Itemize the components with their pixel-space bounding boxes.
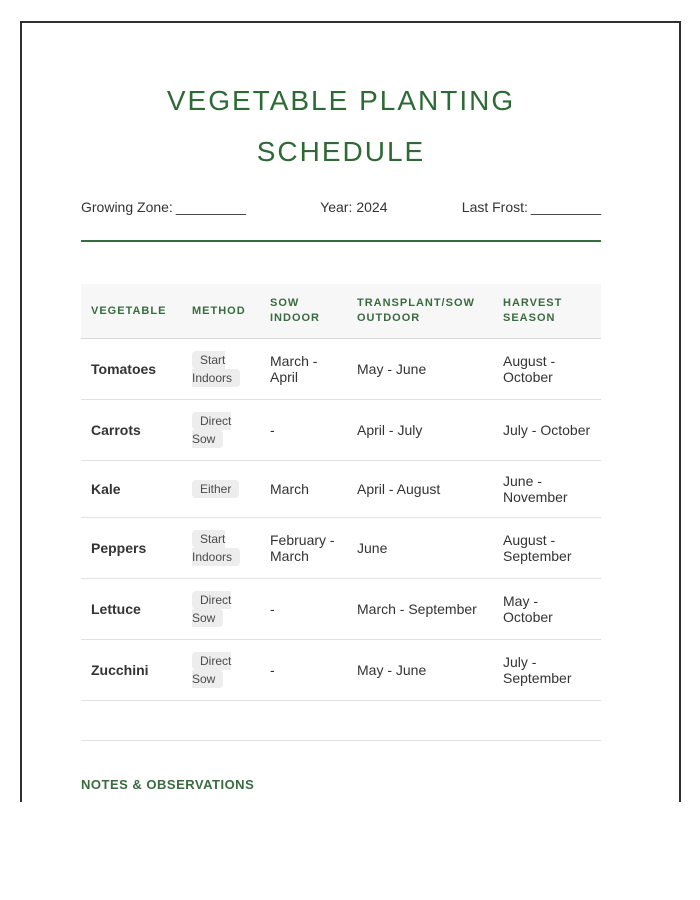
last-frost-label: Last Frost: bbox=[461, 199, 528, 215]
sow-indoor-cell: - bbox=[260, 400, 347, 461]
table-header-row bbox=[81, 284, 601, 339]
table-row bbox=[81, 339, 601, 400]
field-year bbox=[320, 199, 387, 215]
table-row bbox=[81, 461, 601, 518]
notes-heading: NOTES & OBSERVATIONS bbox=[81, 777, 255, 792]
method-badge: Direct Sow bbox=[192, 654, 232, 686]
vegetable-name: Peppers bbox=[81, 518, 182, 579]
page-title: VEGETABLE PLANTING SCHEDULE bbox=[166, 85, 516, 167]
table-row bbox=[81, 518, 601, 579]
planting-schedule-table bbox=[81, 284, 601, 741]
document-page bbox=[20, 21, 681, 802]
vegetable-name: Zucchini bbox=[81, 640, 182, 701]
harvest-cell: August - October bbox=[493, 339, 601, 400]
vegetable-name: Kale bbox=[81, 461, 182, 518]
green-divider bbox=[81, 240, 601, 242]
col-header-method: METHOD bbox=[182, 284, 260, 339]
transplant-outdoor-cell: March - September bbox=[347, 579, 493, 640]
harvest-cell: August - September bbox=[493, 518, 601, 579]
method-cell bbox=[182, 579, 260, 640]
last-frost-blank: _________ bbox=[530, 199, 601, 215]
field-last-frost bbox=[462, 199, 601, 215]
method-cell bbox=[182, 518, 260, 579]
table-empty-row bbox=[81, 701, 601, 741]
vegetable-name: Lettuce bbox=[81, 579, 182, 640]
harvest-cell: June - November bbox=[493, 461, 601, 518]
transplant-outdoor-cell: May - June bbox=[347, 640, 493, 701]
vegetable-name: Tomatoes bbox=[81, 339, 182, 400]
method-badge: Direct Sow bbox=[192, 593, 232, 625]
year-value: 2024 bbox=[356, 199, 388, 215]
sow-indoor-cell: - bbox=[260, 579, 347, 640]
method-cell bbox=[182, 400, 260, 461]
method-cell bbox=[182, 640, 260, 701]
table-body bbox=[81, 339, 601, 701]
transplant-outdoor-cell: April - August bbox=[347, 461, 493, 518]
harvest-cell: May - October bbox=[493, 579, 601, 640]
method-cell bbox=[182, 339, 260, 400]
sow-indoor-cell: - bbox=[260, 640, 347, 701]
sow-indoor-cell: February - March bbox=[260, 518, 347, 579]
field-growing-zone bbox=[81, 199, 246, 215]
col-header-harvest: HARVEST SEASON bbox=[493, 284, 601, 339]
document-content bbox=[22, 75, 679, 802]
table-row bbox=[81, 579, 601, 640]
col-header-sow-indoor: SOW INDOOR bbox=[260, 284, 347, 339]
method-badge: Direct Sow bbox=[192, 414, 232, 446]
method-badge: Start Indoors bbox=[192, 530, 240, 566]
harvest-cell: July - September bbox=[493, 640, 601, 701]
method-cell bbox=[182, 461, 260, 518]
vegetable-name: Carrots bbox=[81, 400, 182, 461]
year-label: Year: bbox=[320, 199, 353, 215]
transplant-outdoor-cell: June bbox=[347, 518, 493, 579]
growing-zone-label: Growing Zone: bbox=[81, 199, 173, 215]
harvest-cell: July - October bbox=[493, 400, 601, 461]
table-row bbox=[81, 640, 601, 701]
growing-zone-blank: _________ bbox=[175, 199, 246, 215]
col-header-transplant-outdoor: TRANSPLANT/SOW OUTDOOR bbox=[347, 284, 493, 339]
transplant-outdoor-cell: May - June bbox=[347, 339, 493, 400]
col-header-vegetable: VEGETABLE bbox=[81, 284, 182, 339]
sow-indoor-cell: March bbox=[260, 461, 347, 518]
sow-indoor-cell: March - April bbox=[260, 339, 347, 400]
method-badge: Either bbox=[192, 480, 239, 498]
header-fields bbox=[81, 199, 601, 215]
method-badge: Start Indoors bbox=[192, 351, 240, 387]
transplant-outdoor-cell: April - July bbox=[347, 400, 493, 461]
table-row bbox=[81, 400, 601, 461]
empty-row-cell bbox=[81, 701, 601, 741]
